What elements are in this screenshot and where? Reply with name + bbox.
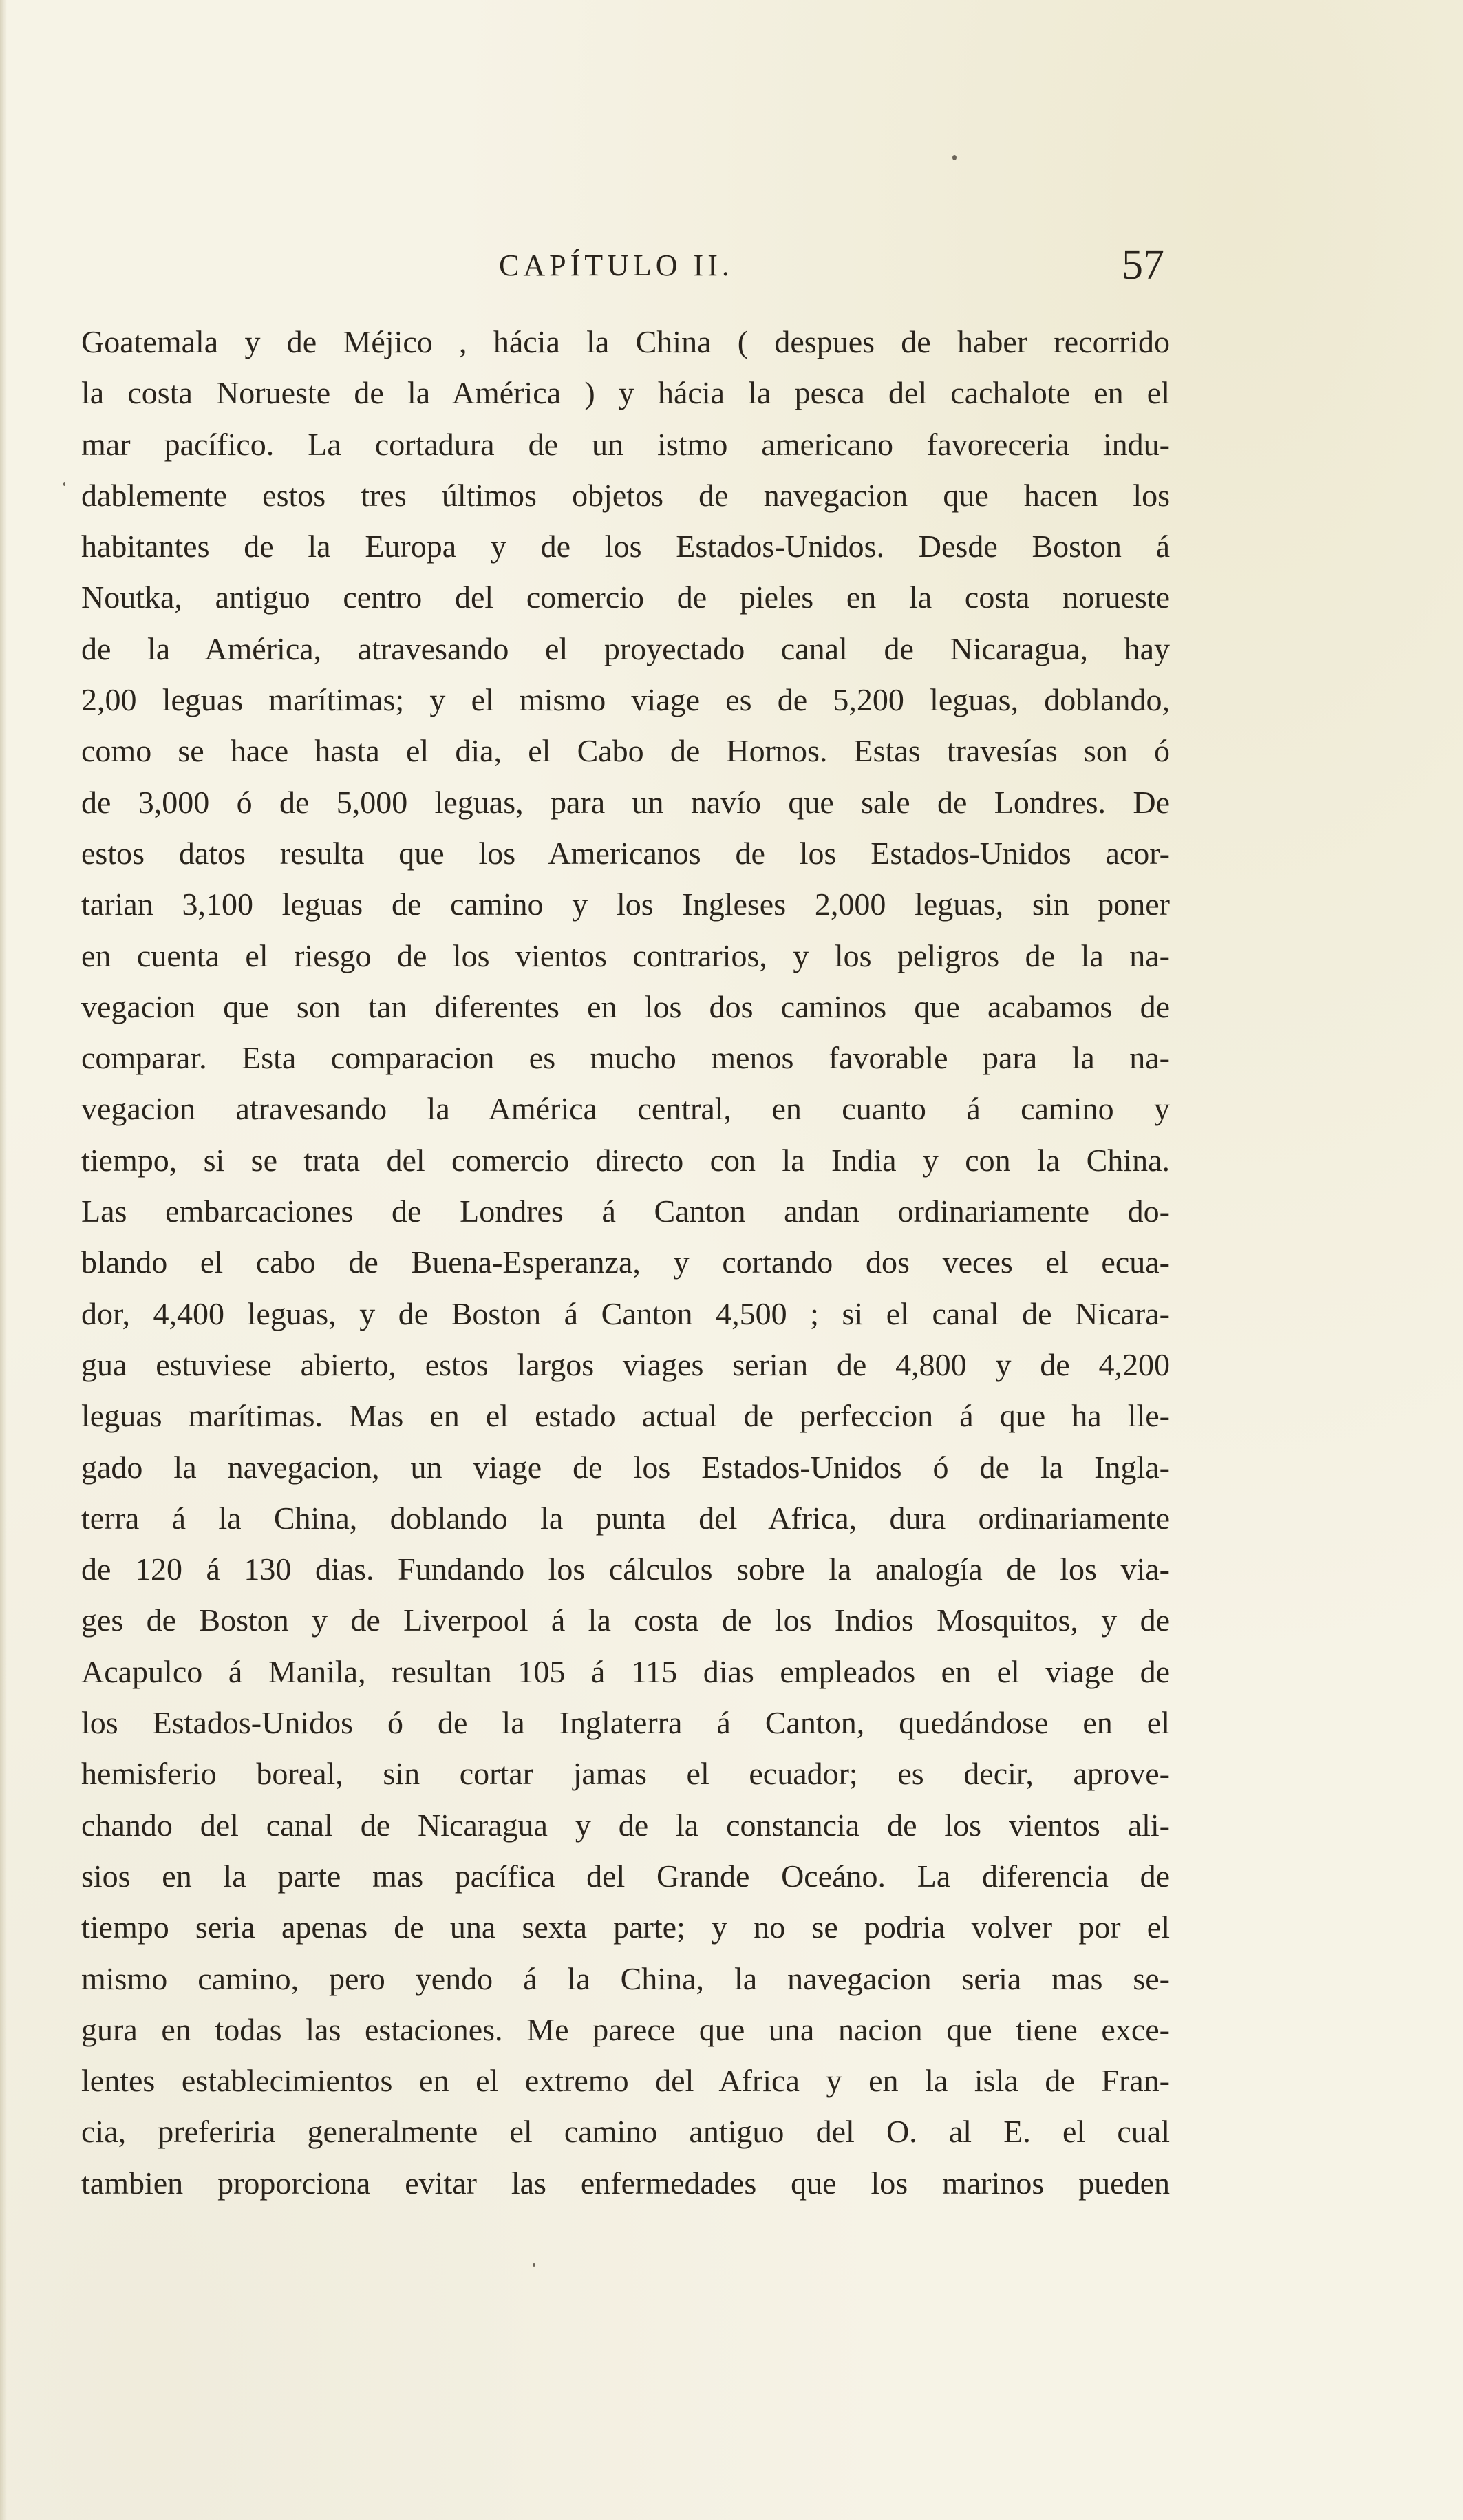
text-line: vegacion que son tan diferentes en los dos caminos que acabamos de: [81, 988, 1170, 1024]
text-line: leguas marítimas. Mas en el estado actual de perfeccion á que ha lle-: [81, 1398, 1170, 1434]
text-line: en cuenta el riesgo de los vientos contrarios, y los peligros de la na-: [81, 938, 1170, 973]
text-line: tiempo, si se trata del comercio directo con la India y con la China.: [81, 1142, 1170, 1178]
text-line: los Estados-Unidos ó de la Inglaterra á Canton, quedándose en el: [81, 1705, 1170, 1741]
text-line: Goatemala y de Méjico , hácia la China ( despues de haber recorrido: [81, 324, 1170, 359]
text-line: cia, preferiria generalmente el camino antiguo del O. al E. el cual: [81, 2114, 1170, 2150]
text-line: tiempo seria apenas de una sexta parte; y no se podria volver por el: [81, 1909, 1170, 1945]
text-line: gua estuviese abierto, estos largos viages serian de 4,800 y de 4,200: [81, 1346, 1170, 1382]
text-line: blando el cabo de Buena-Esperanza, y cortando dos veces el ecua-: [81, 1245, 1170, 1280]
paper-speck: [63, 482, 65, 486]
text-line: gura en todas las estaciones. Me parece que una nacion que tiene exce-: [81, 2011, 1170, 2047]
text-line: Acapulco á Manila, resultan 105 á 115 dias empleados en el viage de: [81, 1653, 1170, 1689]
text-line: terra á la China, doblando la punta del Africa, dura ordinariamente: [81, 1500, 1170, 1536]
text-line: sios en la parte mas pacífica del Grande Oceáno. La diferencia de: [81, 1858, 1170, 1894]
text-line: comparar. Esta comparacion es mucho menos favorable para la na-: [81, 1040, 1170, 1076]
text-line: hemisferio boreal, sin cortar jamas el ecuador; es decir, aprove-: [81, 1756, 1170, 1792]
text-line: la costa Norueste de la América ) y hácia la pesca del cachalote en el: [81, 375, 1170, 411]
paper-speck: [533, 2263, 535, 2267]
paper-speck: [952, 155, 957, 160]
page-header: [0, 241, 1463, 289]
body-text: [81, 317, 1170, 2209]
text-line: de 120 á 130 dias. Fundando los cálculos sobre la analogía de los via-: [81, 1552, 1170, 1587]
text-line: gado la navegacion, un viage de los Estados-Unidos ó de la Ingla-: [81, 1449, 1170, 1485]
text-line: de la América, atravesando el proyectado canal de Nicaragua, hay: [81, 631, 1170, 666]
text-line: de 3,000 ó de 5,000 leguas, para un navío que sale de Londres. De: [81, 784, 1170, 820]
text-line: tambien proporciona evitar las enfermedades que los marinos pueden: [81, 2165, 1170, 2201]
text-line: 2,00 leguas marítimas; y el mismo viage es de 5,200 leguas, doblando,: [81, 682, 1170, 718]
text-line: mismo camino, pero yendo á la China, la navegacion seria mas se-: [81, 1960, 1170, 1996]
text-line: mar pacífico. La cortadura de un istmo americano favoreceria indu-: [81, 426, 1170, 462]
text-line: vegacion atravesando la América central, en cuanto á camino y: [81, 1091, 1170, 1127]
text-line: Las embarcaciones de Londres á Canton andan ordinariamente do-: [81, 1194, 1170, 1229]
text-line: tarian 3,100 leguas de camino y los Ingleses 2,000 leguas, sin poner: [81, 887, 1170, 922]
page-edge-shadow: [0, 0, 7, 2520]
text-line: habitantes de la Europa y de los Estados-Unidos. Desde Boston á: [81, 529, 1170, 564]
text-line: dablemente estos tres últimos objetos de navegacion que hacen los: [81, 477, 1170, 513]
text-line: lentes establecimientos en el extremo del Africa y en la isla de Fran-: [81, 2063, 1170, 2099]
running-title: CAPÍTULO II.: [499, 248, 734, 282]
text-line: como se hace hasta el dia, el Cabo de Hornos. Estas travesías son ó: [81, 733, 1170, 769]
text-line: ges de Boston y de Liverpool á la costa de los Indios Mosquitos, y de: [81, 1602, 1170, 1638]
page-number: 57: [1122, 242, 1164, 288]
text-line: dor, 4,400 leguas, y de Boston á Canton 4,500 ; si el canal de Nicara-: [81, 1295, 1170, 1331]
text-line: Noutka, antiguo centro del comercio de pieles en la costa norueste: [81, 580, 1170, 615]
text-line: chando del canal de Nicaragua y de la constancia de los vientos ali-: [81, 1807, 1170, 1843]
text-line: estos datos resulta que los Americanos de los Estados-Unidos acor-: [81, 835, 1170, 871]
